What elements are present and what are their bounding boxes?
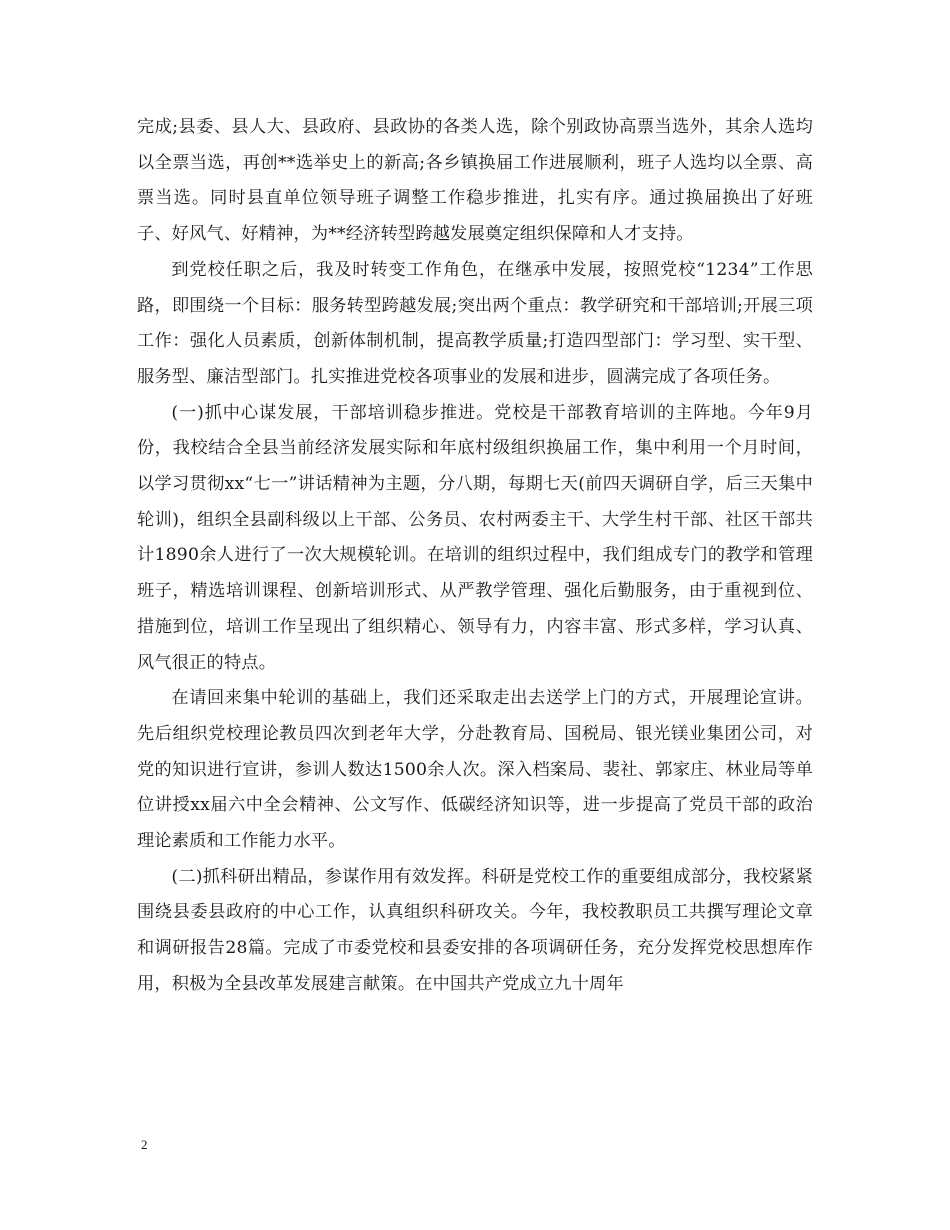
paragraph-cadre-training: (一)抓中心谋发展，干部培训稳步推进。党校是干部教育培训的主阵地。今年9月份，我校结合全县当前经济发展实际和年底村级组织换届工作，集中利用一个月时间，以学习贯彻xx“七一”讲话精神为主题，分八期，每期七天(前四天调研自学，后三天集中轮训)，组织全县副科级以上干部、公务员、农村两委主干、大学生村干部、社区干部共计1890余人进行了一次大规模轮训。在培训的组织过程中，我们组成专门的教学和管理班子，精选培训课程、创新培训形式、从严教学管理、强化后勤服务，由于重视到位、措施到位，培训工作呈现出了组织精心、领导有力，内容丰富、形式多样，学习认真、风气很正的特点。: [137, 402, 813, 673]
body-text: [137, 110, 813, 1003]
paragraph-theory-lectures: 在请回来集中轮训的基础上，我们还采取走出去送学上门的方式，开展理论宣讲。先后组织党校理论教员四次到老年大学，分赴教育局、国税局、银光镁业集团公司，对党的知识进行宣讲，参训人数达1500余人次。深入档案局、裴社、郭家庄、林业局等单位讲授xx届六中全会精神、公文写作、低碳经济知识等，进一步提高了党员干部的政治理论素质和工作能力水平。: [137, 688, 813, 852]
paragraph-research: (二)抓科研出精品，参谋作用有效发挥。科研是党校工作的重要组成部分，我校紧紧围绕县委县政府的中心工作，认真组织科研攻关。今年，我校教职员工共撰写理论文章和调研报告28篇。完成了市委党校和县委安排的各项调研任务，充分发挥党校思想库作用，积极为全县改革发展建言献策。在中国共产党成立九十周年: [137, 866, 813, 994]
paragraph-continuation: 完成;县委、县人大、县政府、县政协的各类人选，除个别政协高票当选外，其余人选均以全票当选，再创**选举史上的新高;各乡镇换届工作进展顺利，班子人选均以全票、高票当选。同时县直单位领导班子调整工作稳步推进，扎实有序。通过换届换出了好班子、好风气、好精神，为**经济转型跨越发展奠定组织保障和人才支持。: [137, 117, 813, 245]
page-number: 2: [141, 1137, 148, 1152]
paragraph-party-school-role: 到党校任职之后，我及时转变工作角色，在继承中发展，按照党校“1234”工作思路，即围绕一个目标：服务转型跨越发展;突出两个重点：教学研究和干部培训;开展三项工作：强化人员素质，创新体制机制，提高教学质量;打造四型部门：学习型、实干型、服务型、廉洁型部门。扎实推进党校各项事业的发展和进步，圆满完成了各项任务。: [137, 259, 813, 387]
